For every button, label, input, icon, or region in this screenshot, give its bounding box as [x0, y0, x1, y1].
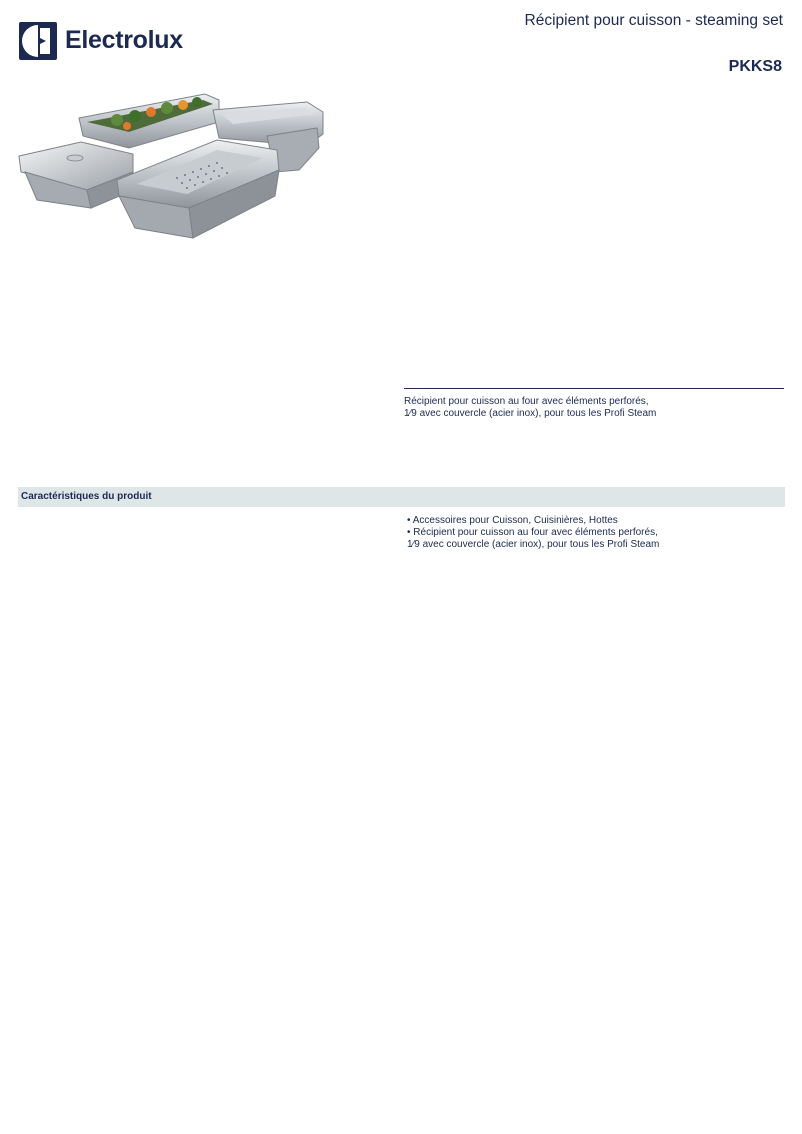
features-list [407, 515, 787, 551]
product-image [17, 88, 325, 244]
feature-item: • Récipient pour cuisson au four avec éléments perforés, 1⁄9 avec couvercle (acier inox), pour tous les Profi Steam [407, 527, 660, 550]
brand-logo [19, 22, 184, 60]
section-title: Caractéristiques du produit [21, 491, 152, 502]
brand-name: Electrolux [65, 26, 183, 54]
electrolux-logo-icon [19, 22, 57, 60]
features-section-header [18, 487, 785, 507]
page-title: Récipient pour cuisson - steaming set [524, 12, 783, 29]
product-description: Récipient pour cuisson au four avec éléments perforés, 1⁄9 avec couvercle (acier inox), pour tous les Profi Steam [404, 396, 657, 419]
feature-item: • Accessoires pour Cuisson, Cuisinières, Hottes [407, 515, 618, 526]
steaming-set-photo-icon [17, 88, 325, 244]
description-divider [404, 388, 784, 389]
model-number: PKKS8 [728, 58, 782, 75]
